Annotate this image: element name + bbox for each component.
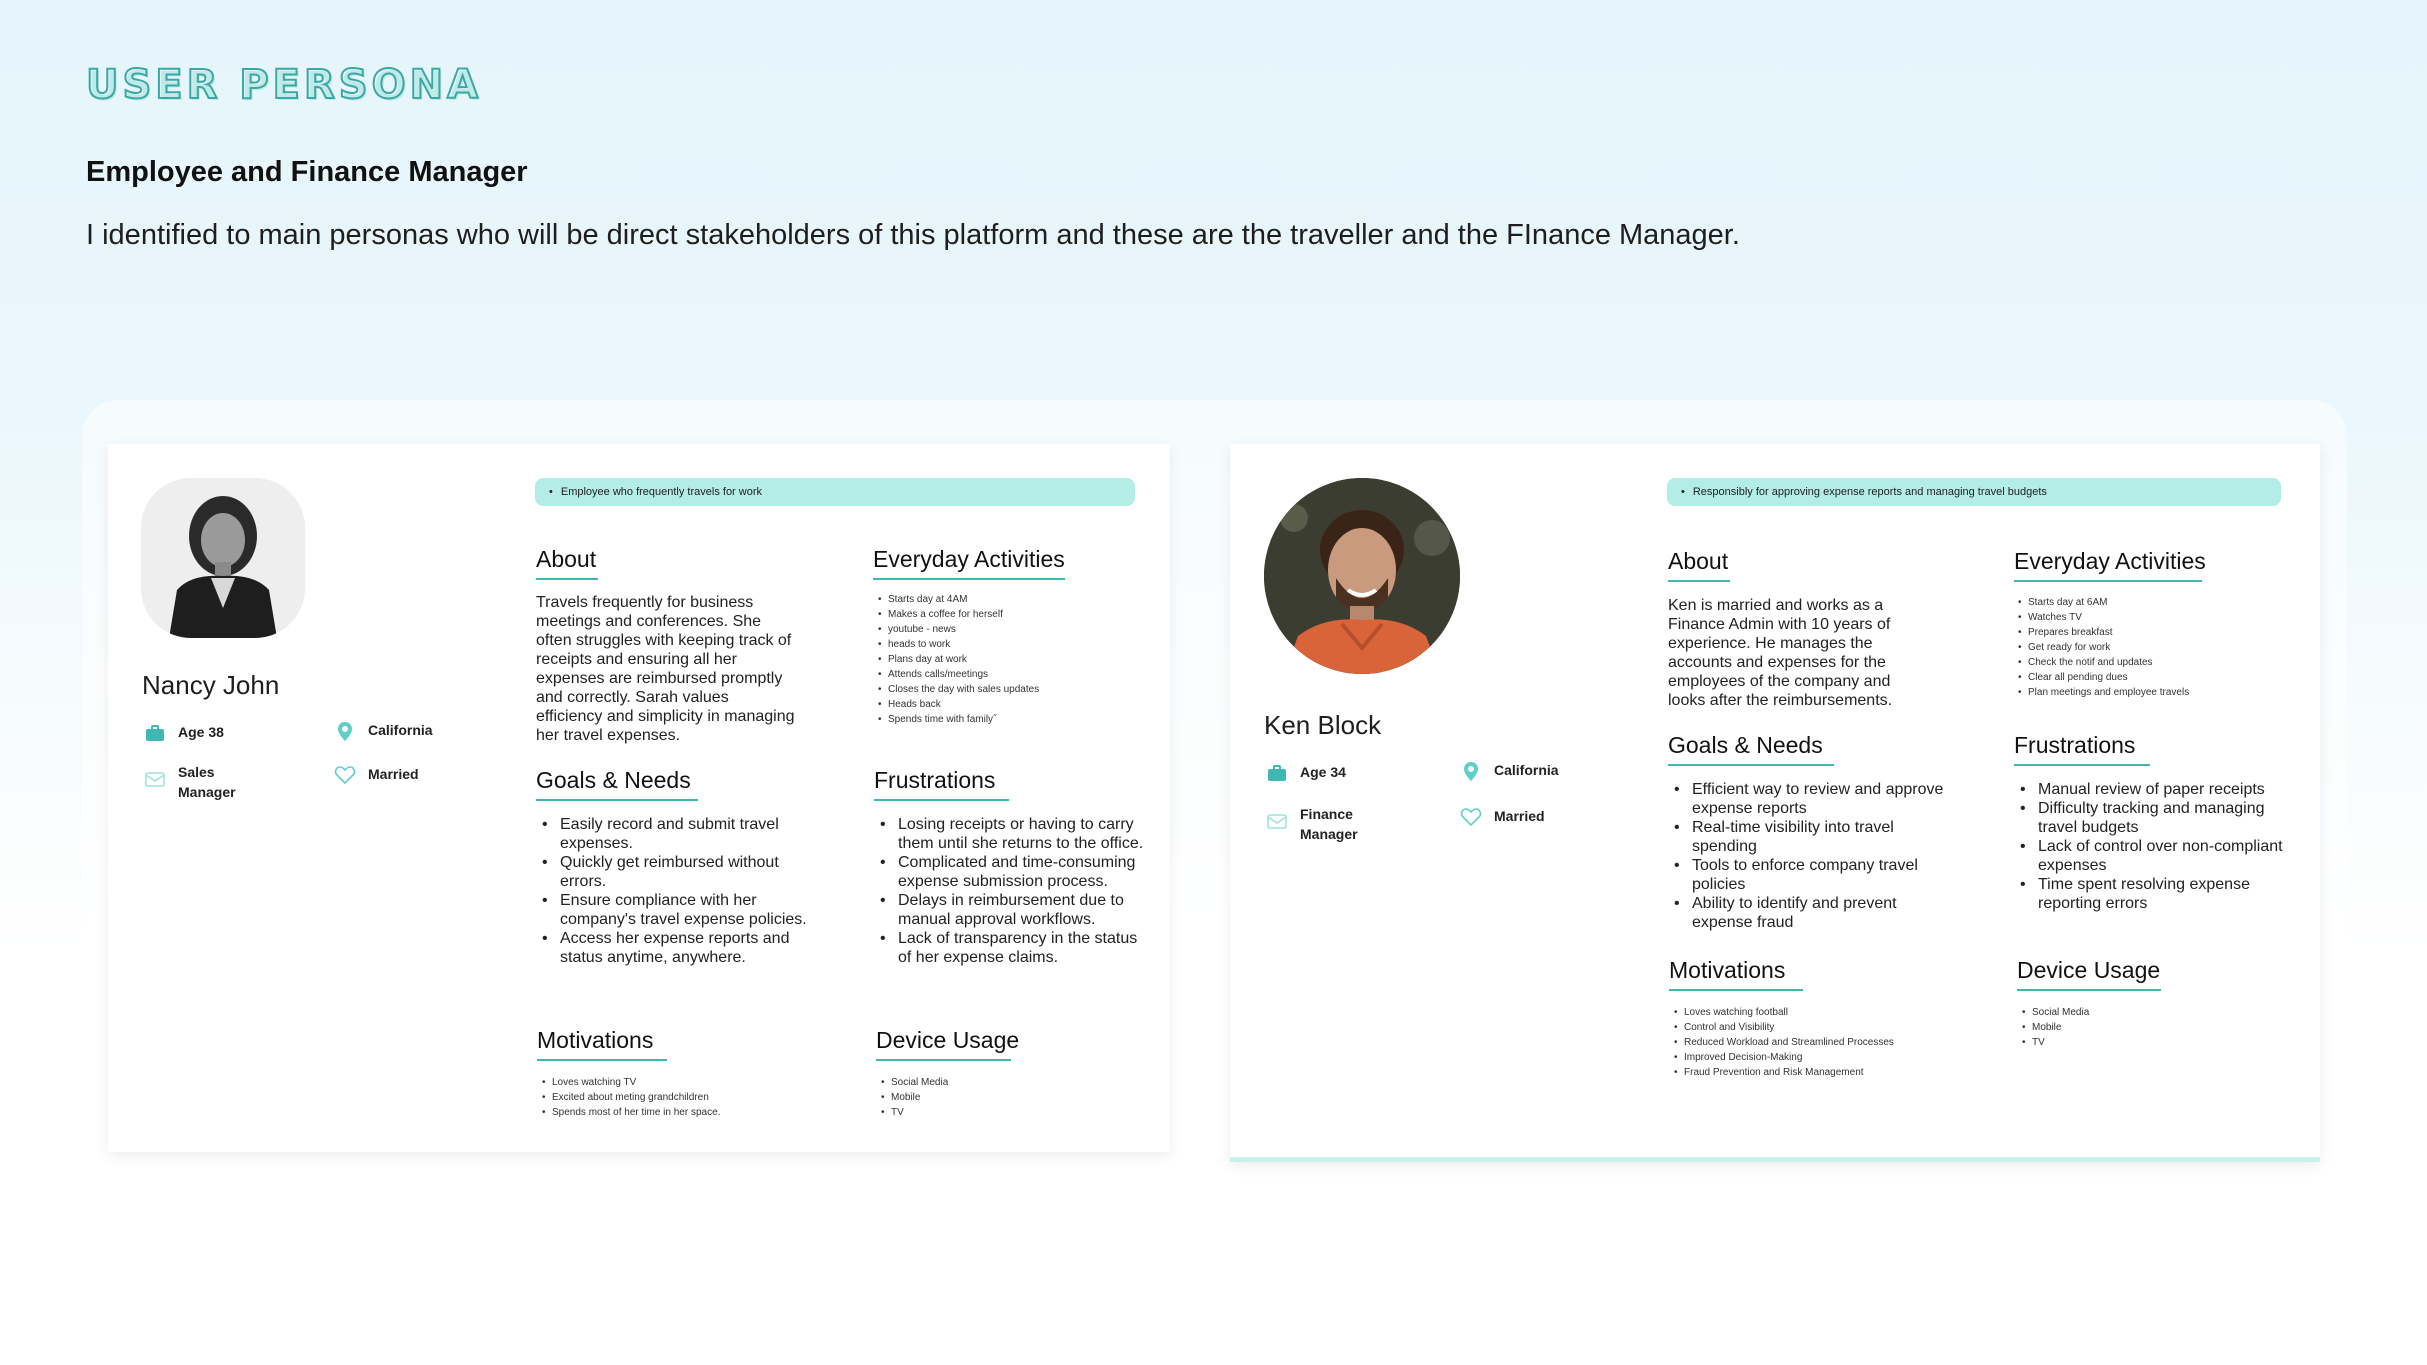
motivations-item: • Loves watching football [1670, 1005, 1960, 1020]
motivations-item: • Reduced Workload and Streamlined Processes [1670, 1035, 1960, 1050]
goals-item: • Ensure compliance with her company's travel expense policies. [536, 891, 814, 929]
location-info [1460, 760, 1559, 782]
status-info [334, 764, 419, 786]
frustrations-list [2014, 780, 2290, 913]
persona-name: Ken Block [1264, 710, 1382, 740]
age-label: Age 34 [1300, 764, 1346, 780]
activities-item: • Check the notif and updates [2014, 655, 2274, 670]
mail-icon [144, 768, 166, 790]
age-info [1266, 762, 1346, 784]
motivations-item: • Improved Decision-Making [1670, 1050, 1960, 1065]
status-label: Married [368, 766, 419, 782]
briefcase-icon [144, 722, 166, 744]
frustrations-item: • Time spent resolving expense reporting errors [2014, 875, 2290, 913]
about-text: Ken is married and works as a Finance Admin with 10 years of experience. He manages the accounts and expenses for the employees of the company and looks after the reimbursements. [1668, 597, 1893, 709]
goals-item: • Quickly get reimbursed without errors. [536, 853, 814, 891]
goals-item: • Efficient way to review and approve expense reports [1668, 780, 1944, 818]
frustrations-item: • Complicated and time-consuming expense submission process. [874, 853, 1144, 891]
activities-item: • Get ready for work [2014, 640, 2274, 655]
activities-item: • Clear all pending dues [2014, 670, 2274, 685]
intro-text: I identified to main personas who will be direct stakeholders of this platform and these are the traveller and the FInance Manager. [86, 219, 1740, 251]
activities-item: • Plan meetings and employee travels [2014, 685, 2274, 700]
motivations-item: • Fraud Prevention and Risk Management [1670, 1065, 1960, 1080]
heart-icon [1460, 806, 1482, 828]
persona-tag: • Responsibly for approving expense reports and managing travel budgets [1667, 478, 2281, 506]
frustrations-item: • Difficulty tracking and managing travel budgets [2014, 799, 2290, 837]
devices-title: Device Usage [2017, 957, 2160, 991]
location-label: California [1494, 762, 1559, 778]
avatar [1264, 478, 1460, 674]
frustrations-item: • Lack of transparency in the status of her expense claims. [874, 929, 1144, 967]
mail-icon [1266, 810, 1288, 832]
motivations-item: • Spends most of her time in her space. [538, 1105, 798, 1120]
goals-item: • Access her expense reports and status anytime, anywhere. [536, 929, 814, 967]
goals-item: • Real-time visibility into travel spending [1668, 818, 1944, 856]
motivations-list [1670, 1005, 1960, 1080]
role-label: Finance Manager [1300, 806, 1358, 842]
frustrations-list [874, 815, 1144, 967]
about-title: About [1668, 548, 1728, 582]
persona-card-nancy [108, 444, 1170, 1152]
activities-title: Everyday Activities [873, 546, 1065, 580]
status-label: Married [1494, 808, 1545, 824]
devices-list [877, 1075, 1077, 1120]
devices-list [2018, 1005, 2218, 1050]
goals-title: Goals & Needs [536, 767, 691, 801]
activities-item: • Prepares breakfast [2014, 625, 2274, 640]
age-label: Age 38 [178, 724, 224, 740]
motivations-title: Motivations [537, 1027, 653, 1061]
goals-item: • Easily record and submit travel expenses. [536, 815, 814, 853]
goals-list [536, 815, 814, 967]
activities-list [874, 592, 1134, 727]
location-label: California [368, 722, 433, 738]
location-info [334, 720, 433, 742]
goals-title: Goals & Needs [1668, 732, 1823, 766]
activities-item: • Attends calls/meetings [874, 667, 1134, 682]
frustrations-item: • Manual review of paper receipts [2014, 780, 2290, 799]
motivations-title: Motivations [1669, 957, 1785, 991]
motivations-item: • Control and Visibility [1670, 1020, 1960, 1035]
devices-title: Device Usage [876, 1027, 1019, 1061]
man-portrait-image [1264, 478, 1460, 674]
activities-item: • heads to work [874, 637, 1134, 652]
activities-item: • youtube - news [874, 622, 1134, 637]
age-info [144, 722, 224, 744]
page-subtitle: Employee and Finance Manager [86, 156, 528, 188]
activities-item: • Plans day at work [874, 652, 1134, 667]
frustrations-item: • Delays in reimbursement due to manual approval workflows. [874, 891, 1144, 929]
activities-item: • Heads back [874, 697, 1134, 712]
avatar [141, 478, 305, 638]
activities-item: • Starts day at 4AM [874, 592, 1134, 607]
activities-list [2014, 595, 2274, 700]
activities-item: • Starts day at 6AM [2014, 595, 2274, 610]
activities-item: • Watches TV [2014, 610, 2274, 625]
persona-name: Nancy John [142, 670, 280, 700]
role-info [1266, 804, 1380, 844]
activities-title: Everyday Activities [2014, 548, 2206, 582]
persona-tag: • Employee who frequently travels for work [535, 478, 1135, 506]
devices-item: • Mobile [2018, 1020, 2218, 1035]
briefcase-icon [1266, 762, 1288, 784]
status-info [1460, 806, 1545, 828]
devices-item: • TV [2018, 1035, 2218, 1050]
activities-item: • Makes a coffee for herself [874, 607, 1134, 622]
page-title: USER PERSONA [86, 62, 483, 108]
frustrations-item: • Lack of control over non-compliant expenses [2014, 837, 2290, 875]
activities-item: • Closes the day with sales updates [874, 682, 1134, 697]
devices-item: • Social Media [2018, 1005, 2218, 1020]
devices-item: • TV [877, 1105, 1077, 1120]
goals-item: • Tools to enforce company travel policies [1668, 856, 1944, 894]
devices-item: • Social Media [877, 1075, 1077, 1090]
about-text: Travels frequently for business meetings and conferences. She often struggles with keeping track of receipts and ensuring all her expenses are reimbursed promptly and correctly. Sarah values efficiency and simplicity in managing her travel expenses. [536, 594, 795, 744]
motivations-item: • Loves watching TV [538, 1075, 798, 1090]
role-label: Sales Manager [178, 764, 236, 800]
frustrations-title: Frustrations [874, 767, 995, 801]
devices-item: • Mobile [877, 1090, 1077, 1105]
location-pin-icon [1460, 760, 1482, 782]
heart-icon [334, 764, 356, 786]
goals-list [1668, 780, 1944, 932]
about-title: About [536, 546, 596, 580]
role-info [144, 762, 248, 802]
goals-item: • Ability to identify and prevent expense fraud [1668, 894, 1944, 932]
motivations-list [538, 1075, 798, 1120]
location-pin-icon [334, 720, 356, 742]
woman-portrait-image [141, 478, 305, 638]
motivations-item: • Excited about meting grandchildren [538, 1090, 798, 1105]
frustrations-title: Frustrations [2014, 732, 2135, 766]
activities-item: • Spends time with family˝ [874, 712, 1134, 727]
frustrations-item: • Losing receipts or having to carry them until she returns to the office. [874, 815, 1144, 853]
persona-card-ken [1230, 444, 2320, 1162]
